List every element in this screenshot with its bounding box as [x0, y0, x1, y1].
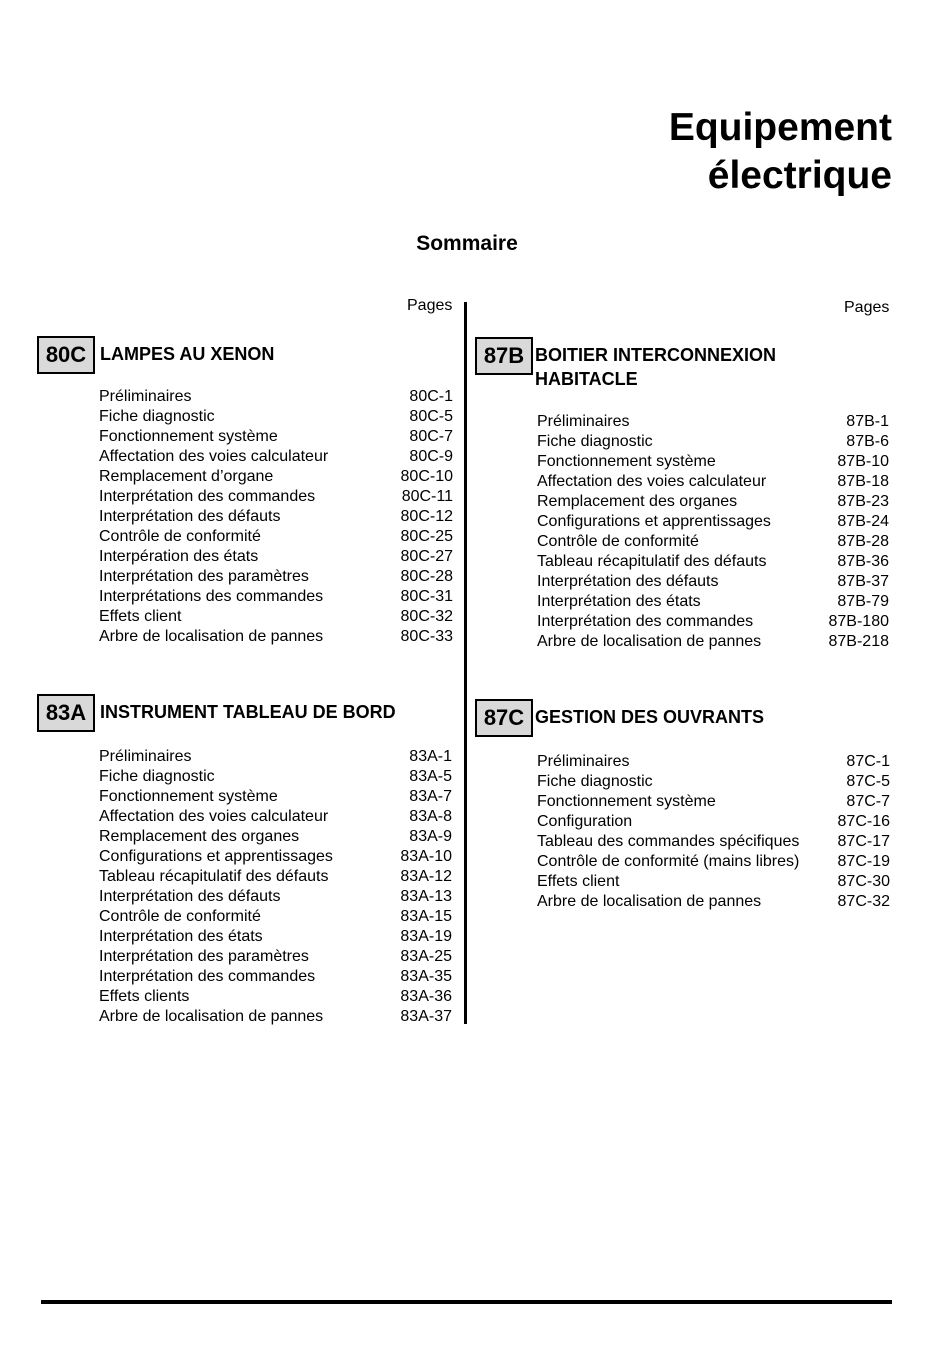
toc-entry-label: Préliminaires — [537, 413, 630, 430]
toc-entry[interactable] — [99, 887, 452, 907]
toc-entry-page: 80C-10 — [400, 468, 453, 485]
toc-entry[interactable] — [99, 487, 453, 507]
toc-entry[interactable] — [537, 812, 890, 832]
toc-entry[interactable] — [537, 872, 890, 892]
toc-entry-label: Interprétation des états — [99, 928, 263, 945]
toc-entry-label: Arbre de localisation de pannes — [537, 633, 762, 650]
document-title-line-1: Equipement — [668, 106, 892, 149]
toc-entry-label: Remplacement d’organe — [99, 468, 274, 485]
toc-entry[interactable] — [99, 627, 453, 647]
toc-entry-label: Fiche diagnostic — [99, 768, 215, 785]
toc-entry[interactable] — [99, 787, 452, 807]
toc-entry[interactable] — [99, 867, 452, 887]
toc-entry-page: 83A-9 — [409, 828, 452, 845]
toc-entry-label: Interprétation des défauts — [99, 508, 281, 525]
document-title — [669, 104, 892, 200]
toc-entry-page: 87C-30 — [837, 873, 890, 890]
toc-entry-page: 87B-23 — [837, 493, 889, 510]
toc-entry-label: Remplacement des organes — [537, 493, 738, 510]
toc-entry[interactable] — [537, 412, 889, 432]
toc-entry-page: 80C-7 — [409, 428, 453, 445]
toc-entry-label: Contrôle de conformité — [99, 908, 261, 925]
toc-entry-label: Remplacement des organes — [99, 828, 300, 845]
toc-entry[interactable] — [99, 807, 452, 827]
toc-entry[interactable] — [99, 987, 452, 1007]
toc-entry-label: Interprétations des commandes — [99, 588, 324, 605]
toc-entry[interactable] — [99, 967, 452, 987]
toc-entry-label: Affectation des voies calculateur — [99, 808, 329, 825]
toc-entry-label: Contrôle de conformité — [99, 528, 261, 545]
toc-entry-page: 87C-17 — [837, 833, 890, 850]
toc-entry[interactable] — [537, 792, 890, 812]
column-divider — [464, 302, 467, 1024]
toc-entry-label: Interprétation des paramètres — [99, 948, 309, 965]
toc-entry-label: Affectation des voies calculateur — [537, 473, 767, 490]
section-header — [37, 694, 453, 734]
toc-entry-label: Fonctionnement système — [99, 788, 278, 805]
toc-entry-label: Configurations et apprentissages — [537, 513, 771, 530]
toc-entry[interactable] — [537, 612, 889, 632]
toc-entry[interactable] — [537, 772, 890, 792]
toc-entry-page: 87C-5 — [846, 773, 890, 790]
section-80c — [37, 336, 453, 645]
toc-entry-page: 83A-12 — [400, 868, 452, 885]
toc-entry-label: Arbre de localisation de pannes — [537, 893, 762, 910]
section-entries — [99, 387, 453, 647]
toc-entry-page: 87B-36 — [837, 553, 889, 570]
toc-entry[interactable] — [537, 432, 889, 452]
section-entries — [99, 747, 452, 1027]
toc-entry-page: 83A-19 — [400, 928, 452, 945]
toc-entry[interactable] — [537, 512, 889, 532]
toc-entry-page: 87C-19 — [837, 853, 890, 870]
toc-entry-page: 83A-35 — [400, 968, 452, 985]
toc-entry-page: 80C-9 — [409, 448, 453, 465]
toc-entry-page: 83A-15 — [400, 908, 452, 925]
section-87c — [475, 699, 891, 910]
toc-entry-page: 80C-27 — [400, 548, 453, 565]
toc-entry-page: 80C-25 — [400, 528, 453, 545]
toc-entry-label: Interprétation des défauts — [537, 573, 719, 590]
toc-entry[interactable] — [99, 587, 453, 607]
toc-entry-label: Contrôle de conformité (mains libres) — [537, 853, 800, 870]
toc-entry-page: 80C-33 — [400, 628, 453, 645]
toc-entry-page: 87B-18 — [837, 473, 889, 490]
toc-entry-label: Fonctionnement système — [537, 453, 716, 470]
section-title: LAMPES AU XENON — [100, 344, 275, 364]
toc-entry-page: 87B-79 — [837, 593, 889, 610]
section-title-line-2: HABITACLE — [535, 369, 638, 389]
toc-entry-page: 83A-8 — [409, 808, 452, 825]
toc-entry-label: Effets clients — [99, 988, 190, 1005]
toc-entry-page: 87C-7 — [846, 793, 890, 810]
section-code-box: 83A — [37, 694, 95, 732]
toc-entry-page: 80C-1 — [409, 388, 453, 405]
section-title: GESTION DES OUVRANTS — [535, 707, 765, 727]
toc-entry[interactable] — [537, 592, 889, 612]
document-title-line-2: électrique — [707, 154, 892, 197]
toc-entry-page: 87B-1 — [846, 413, 889, 430]
toc-entry-page: 80C-31 — [400, 588, 453, 605]
toc-entry-label: Fonctionnement système — [99, 428, 278, 445]
toc-entry[interactable] — [99, 907, 452, 927]
toc-entry[interactable] — [99, 547, 453, 567]
toc-entry-label: Fiche diagnostic — [537, 433, 653, 450]
pages-label-right: Pages — [844, 299, 890, 316]
section-header — [37, 336, 453, 376]
section-83a — [37, 694, 453, 1025]
section-header — [475, 699, 891, 739]
toc-entry-page: 87B-180 — [828, 613, 889, 630]
toc-entry[interactable] — [537, 832, 890, 852]
toc-entry-page: 87B-10 — [837, 453, 889, 470]
toc-entry-label: Interprétation des commandes — [537, 613, 754, 630]
toc-entry-page: 83A-5 — [409, 768, 452, 785]
toc-entry[interactable] — [537, 752, 890, 772]
section-code-box: 87B — [475, 337, 533, 375]
summary-heading: Sommaire — [416, 232, 518, 255]
section-code-box: 87C — [475, 699, 533, 737]
toc-entry-page: 87B-24 — [837, 513, 889, 530]
toc-entry[interactable] — [99, 467, 453, 487]
toc-entry[interactable] — [537, 632, 889, 652]
toc-entry[interactable] — [537, 552, 889, 572]
toc-entry-label: Interprétation des états — [537, 593, 701, 610]
toc-entry[interactable] — [99, 747, 452, 767]
toc-entry-label: Fonctionnement système — [537, 793, 716, 810]
toc-entry-label: Interprétation des commandes — [99, 488, 316, 505]
toc-entry-page: 83A-10 — [400, 848, 452, 865]
toc-entry-page: 87B-6 — [846, 433, 889, 450]
toc-entry[interactable] — [99, 567, 453, 587]
toc-entry[interactable] — [99, 847, 452, 867]
toc-entry-page: 80C-32 — [400, 608, 453, 625]
toc-entry[interactable] — [537, 572, 889, 592]
toc-entry-page: 80C-5 — [409, 408, 453, 425]
toc-entry-label: Interpération des états — [99, 548, 259, 565]
toc-entry[interactable] — [537, 852, 890, 872]
toc-entry[interactable] — [537, 532, 889, 552]
toc-entry-label: Interprétation des paramètres — [99, 568, 309, 585]
toc-entry[interactable] — [99, 607, 453, 627]
toc-entry[interactable] — [537, 892, 890, 912]
toc-entry-label: Affectation des voies calculateur — [99, 448, 329, 465]
toc-entry-page: 80C-11 — [401, 488, 453, 505]
toc-entry-page: 87B-37 — [837, 573, 889, 590]
toc-entry[interactable] — [537, 492, 889, 512]
toc-entry-label: Interprétation des défauts — [99, 888, 281, 905]
toc-entry-page: 83A-25 — [400, 948, 452, 965]
toc-entry-label: Interprétation des commandes — [99, 968, 316, 985]
section-header — [475, 337, 891, 389]
section-entries — [537, 752, 890, 912]
toc-entry-label: Effets client — [537, 873, 620, 890]
toc-entry-label: Arbre de localisation de pannes — [99, 1008, 324, 1025]
toc-entry-label: Fiche diagnostic — [537, 773, 653, 790]
toc-entry-page: 87C-1 — [846, 753, 890, 770]
toc-entry-label: Fiche diagnostic — [99, 408, 215, 425]
toc-entry-page: 87B-28 — [837, 533, 889, 550]
toc-entry[interactable] — [99, 1007, 452, 1027]
toc-entry-page: 87B-218 — [828, 633, 889, 650]
toc-entry-label: Tableau des commandes spécifiques — [537, 833, 800, 850]
toc-entry[interactable] — [99, 767, 452, 787]
toc-entry-label: Configurations et apprentissages — [99, 848, 333, 865]
toc-entry-label: Tableau récapitulatif des défauts — [537, 553, 767, 570]
toc-entry[interactable] — [537, 452, 889, 472]
toc-entry[interactable] — [99, 927, 452, 947]
pages-label-left: Pages — [407, 297, 453, 314]
toc-entry[interactable] — [99, 407, 453, 427]
toc-entry[interactable] — [99, 447, 453, 467]
toc-entry-page: 87C-32 — [837, 893, 890, 910]
toc-entry-label: Arbre de localisation de pannes — [99, 628, 324, 645]
toc-entry-label: Configuration — [537, 813, 633, 830]
footer-rule — [41, 1300, 892, 1304]
toc-entry-label: Préliminaires — [99, 388, 192, 405]
toc-entry[interactable] — [99, 527, 453, 547]
toc-entry[interactable] — [537, 472, 889, 492]
section-87b — [475, 337, 891, 650]
toc-entry-page: 83A-37 — [400, 1008, 452, 1025]
toc-entry-label: Préliminaires — [537, 753, 630, 770]
toc-entry-label: Effets client — [99, 608, 182, 625]
section-title-line-1: BOITIER INTERCONNEXION — [535, 345, 777, 365]
section-title: INSTRUMENT TABLEAU DE BORD — [100, 702, 396, 722]
toc-entry-page: 83A-13 — [400, 888, 452, 905]
section-entries — [537, 412, 889, 652]
toc-entry[interactable] — [99, 827, 452, 847]
toc-entry-page: 80C-12 — [400, 508, 453, 525]
toc-entry-label: Contrôle de conformité — [537, 533, 699, 550]
toc-entry-page: 83A-7 — [409, 788, 452, 805]
toc-entry-page: 83A-1 — [409, 748, 452, 765]
toc-entry-page: 80C-28 — [400, 568, 453, 585]
toc-entry-label: Tableau récapitulatif des défauts — [99, 868, 329, 885]
toc-entry-label: Préliminaires — [99, 748, 192, 765]
toc-entry-page: 87C-16 — [837, 813, 890, 830]
toc-entry-page: 83A-36 — [400, 988, 452, 1005]
toc-entry[interactable] — [99, 507, 453, 527]
section-code-box: 80C — [37, 336, 95, 374]
toc-entry[interactable] — [99, 387, 453, 407]
toc-entry[interactable] — [99, 427, 453, 447]
section-title — [535, 343, 776, 391]
toc-entry[interactable] — [99, 947, 452, 967]
